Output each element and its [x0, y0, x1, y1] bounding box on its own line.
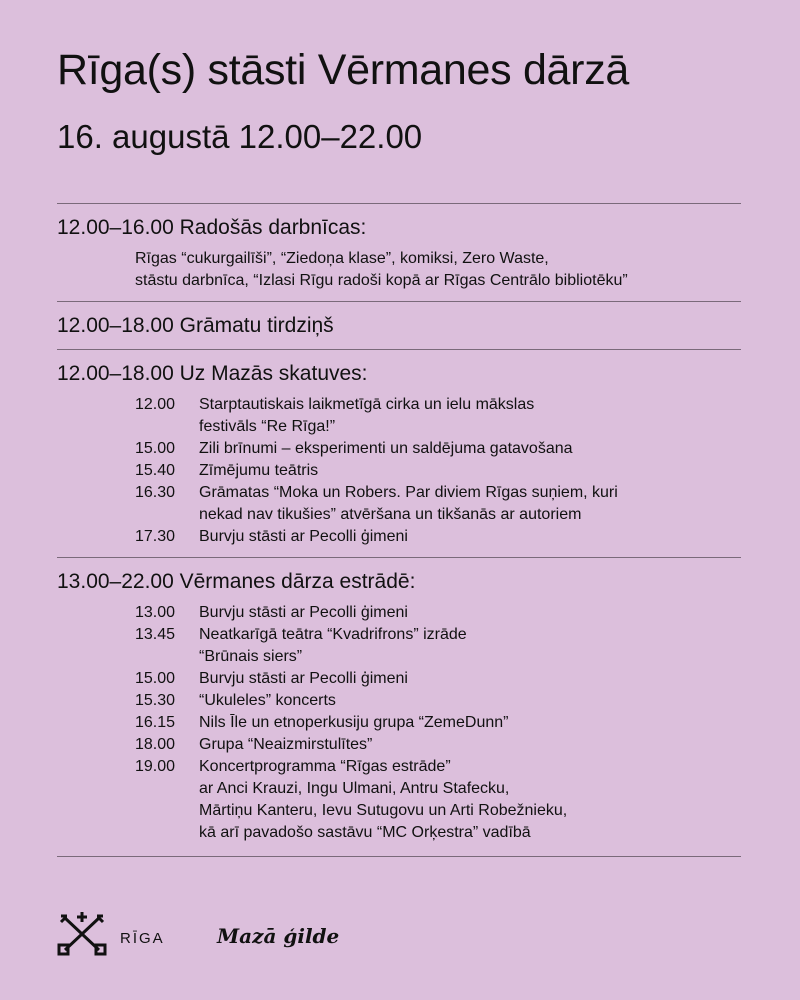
- event-text: Starptautiskais laikmetīgā cirka un ielu mākslas: [199, 396, 535, 413]
- event-text: Nils Īle un etnoperkusiju grupa “ZemeDunn”: [199, 714, 509, 731]
- schedule-row: [57, 668, 741, 690]
- section-title: 12.00–18.00 Uz Mazās skatuves:: [57, 362, 368, 385]
- schedule-row: [57, 526, 741, 548]
- section-small-stage: [57, 349, 741, 557]
- event-time: 18.00: [135, 736, 176, 753]
- event-time: 19.00: [135, 758, 176, 775]
- event-time: 16.15: [135, 714, 176, 731]
- schedule-row: [57, 712, 741, 734]
- description-line: stāstu darbnīca, “Izlasi Rīgu radoši kopā ar Rīgas Centrālo bibliotēku”: [135, 272, 628, 289]
- event-text: Zili brīnumi – eksperimenti un saldējuma gatavošana: [199, 440, 573, 457]
- riga-logo-text: RĪGA: [120, 930, 165, 947]
- event-time: 13.00: [135, 604, 176, 621]
- schedule-row: [57, 756, 741, 844]
- event-time: 15.00: [135, 440, 176, 457]
- crossed-keys-icon: [57, 912, 107, 958]
- event-text: Grāmatas “Moka un Robers. Par diviem Rīgas suņiem, kuri: [199, 484, 618, 501]
- schedule-row: [57, 460, 741, 482]
- event-text: Neatkarīgā teātra “Kvadrifrons” izrāde: [199, 626, 467, 643]
- section-title: 13.00–22.00 Vērmanes dārza estrādē:: [57, 570, 416, 593]
- event-text: festivāls “Re Rīga!”: [199, 418, 336, 435]
- schedule-row: [57, 394, 741, 438]
- event-text: Koncertprogramma “Rīgas estrāde”: [199, 758, 451, 775]
- section-description: [135, 248, 741, 292]
- event-time: 15.30: [135, 692, 176, 709]
- section-estrade: [57, 557, 741, 857]
- footer-logos: [57, 910, 457, 960]
- event-text: “Ukuleles” koncerts: [199, 692, 336, 709]
- schedule-row: [57, 624, 741, 668]
- event-text: ar Anci Krauzi, Ingu Ulmani, Antru Stafecku,: [199, 780, 510, 797]
- event-time: 16.30: [135, 484, 176, 501]
- schedule: [57, 203, 741, 857]
- section-title: 12.00–16.00 Radošās darbnīcas:: [57, 216, 367, 239]
- description-line: Rīgas “cukurgailīši”, “Ziedoņa klase”, komiksi, Zero Waste,: [135, 250, 549, 267]
- schedule-row: [57, 482, 741, 526]
- section-book-market: [57, 301, 741, 349]
- event-text: Grupa “Neaizmirstulītes”: [199, 736, 373, 753]
- event-time: 15.40: [135, 462, 176, 479]
- event-text: Burvju stāsti ar Pecolli ģimeni: [199, 670, 408, 687]
- event-text: kā arī pavadošo sastāvu “MC Orķestra” vadībā: [199, 824, 531, 841]
- event-text: “Brūnais siers”: [199, 648, 303, 665]
- event-text: Burvju stāsti ar Pecolli ģimeni: [199, 604, 408, 621]
- event-time: 13.45: [135, 626, 176, 643]
- event-text: nekad nav tikušies” atvēršana un tikšanās ar autoriem: [199, 506, 582, 523]
- event-time: 12.00: [135, 396, 176, 413]
- page-title: Rīga(s) stāsti Vērmanes dārzā: [57, 46, 630, 94]
- event-time: 17.30: [135, 528, 176, 545]
- event-time: 15.00: [135, 670, 176, 687]
- page-subtitle: 16. augustā 12.00–22.00: [57, 118, 423, 155]
- schedule-row: [57, 602, 741, 624]
- schedule-row: [57, 690, 741, 712]
- section-title: 12.00–18.00 Grāmatu tirdziņš: [57, 314, 334, 337]
- schedule-row: [57, 734, 741, 756]
- maza-gilde-logo: Mazā ģilde: [217, 924, 340, 948]
- section-workshops: [57, 203, 741, 301]
- event-text: Burvju stāsti ar Pecolli ģimeni: [199, 528, 408, 545]
- event-text: Zīmējumu teātris: [199, 462, 319, 479]
- schedule-row: [57, 438, 741, 460]
- event-text: Mārtiņu Kanteru, Ievu Sutugovu un Arti Robežnieku,: [199, 802, 568, 819]
